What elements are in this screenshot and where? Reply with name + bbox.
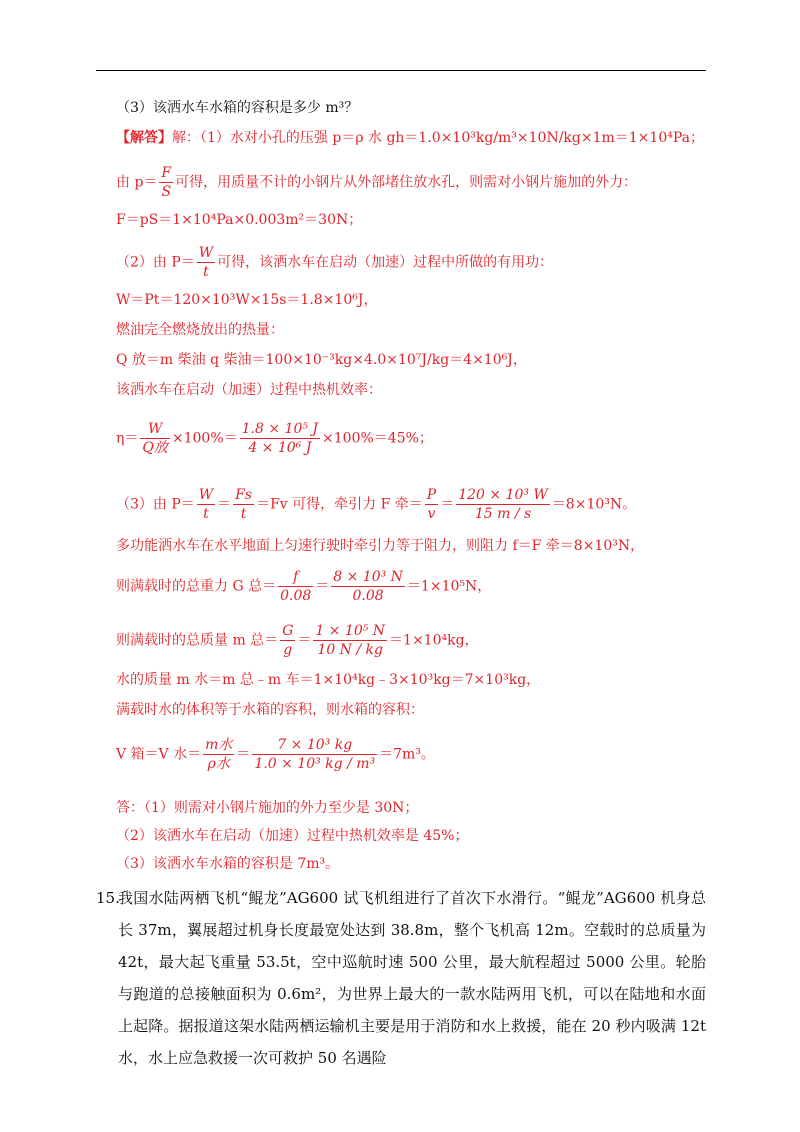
numerator: 7 × 10³ kg [252, 736, 377, 755]
solution-line-4 [116, 244, 553, 281]
numerator: m水 [205, 737, 233, 753]
header-rule [96, 70, 706, 71]
text: η＝ [116, 430, 139, 447]
numerator: P [426, 487, 437, 503]
text: 可得，该洒水车在启动（加速）过程中所做的有用功： [217, 254, 554, 271]
denominator: 0.08 [280, 588, 312, 604]
numerator: W [140, 420, 169, 439]
question-15 [96, 882, 706, 1074]
fraction [331, 568, 405, 605]
solution-line-10: （3）由 P＝ $\frac{W}{t}$ ＝ $\frac{Fs}{t}$ ＝Fv 可得，牵引力 F 牵＝ $\frac{P}{v}$ ＝ $\frac{\text{120 × 10³ W}}{15 m / s}$ ＝8×10³N。 [116, 487, 637, 522]
text: 由 p＝ [116, 174, 158, 191]
numerator: f [278, 568, 313, 587]
question-number: 15. [96, 889, 120, 907]
denominator: g [283, 642, 293, 658]
text: （3）由 P＝ [116, 496, 195, 513]
solution-line-11: 多功能洒水车在水平地面上匀速行驶时牵引力等于阻力，则阻力 f＝F 牵＝8×10³N， [116, 538, 645, 554]
text: V 箱＝V 水＝ [116, 746, 202, 763]
answer-line-3: （3）该洒水车水箱的容积是 7m³。 [116, 856, 340, 872]
text: ＝Fv 可得，牵引力 F 牵＝ [256, 496, 423, 513]
solution-line-14: 水的质量 m 水＝m 总﹣m 车＝1×10⁴kg﹣3×10³kg＝7×10³kg， [116, 672, 541, 688]
answer-line-2: （2）该洒水车在启动（加速）过程中热机效率是 45%； [116, 828, 469, 844]
numerator: 1.8 × 10⁵ J [241, 421, 319, 437]
solution-line-3: F＝pS＝1×10⁴Pa×0.003m²＝30N； [116, 212, 363, 228]
denominator: 4 × 10⁶ J [248, 440, 312, 456]
fraction [240, 420, 320, 457]
fraction [197, 486, 215, 523]
numerator: 8 × 10³ N [333, 569, 403, 585]
solution-line-1 [116, 128, 704, 148]
fraction [280, 622, 295, 659]
text: 则满载时的总质量 m 总＝ [116, 632, 279, 649]
numerator: 1 × 10⁵ N [315, 623, 386, 639]
solution-line-5: W＝Pt＝120×10³W×15s＝1.8×10⁶J， [116, 292, 378, 308]
numerator: Fs [235, 487, 253, 503]
question-3-line: （3）该洒水车水箱的容积是多少 m³？ [116, 100, 359, 116]
solution-line-7: Q 放＝m 柴油 q 柴油＝100×10⁻³kg×4.0×10⁷J/kg＝4×10⁶J， [116, 352, 527, 368]
denominator: 15 m / s [474, 506, 532, 522]
fraction [313, 622, 387, 659]
numerator: W [198, 487, 214, 503]
denominator: t [240, 506, 247, 522]
denominator: 10 N / kg [317, 642, 383, 658]
denominator: v [427, 506, 436, 522]
fraction [233, 486, 254, 523]
denominator: Q放 [142, 440, 168, 456]
text: ＝1×10⁵N， [406, 578, 492, 595]
solution-line-8: 该洒水车在启动（加速）过程中热机效率： [116, 382, 382, 398]
fraction [203, 736, 234, 773]
text: ×100%＝45%； [322, 430, 433, 447]
denominator: 0.08 [352, 588, 384, 604]
fraction-w-over-t: $\frac{W}{t}$ [198, 245, 214, 280]
denominator: t [203, 506, 209, 522]
denominator: 1.0 × 10³ kg / m³ [254, 756, 376, 772]
text: ＝7m³。 [379, 746, 435, 763]
fraction [425, 486, 438, 523]
fraction [252, 736, 377, 773]
denominator: ρ水 [207, 756, 230, 772]
text: ＝8×10³N。 [551, 496, 637, 513]
text: ＝1×10⁴kg， [389, 632, 479, 649]
solution-line-12: 则满载时的总重力 G 总＝ $\frac{f}{0.08}$ ＝ $\frac{\text{8 × 10³ N}}{0.08}$ ＝1×10⁵N， [116, 569, 492, 604]
efficiency-equation [116, 420, 433, 457]
solution-line-13: 则满载时的总质量 m 总＝ $\frac{G}{g}$ ＝ $\frac{\text{1 × 10⁵ N}}{10 N / kg}$ ＝1×10⁴kg， [116, 623, 479, 658]
numerator: G [282, 623, 294, 639]
text: （2）由 P＝ [116, 254, 195, 271]
fraction-f-over-s: $\frac{F}{S}$ [161, 165, 172, 200]
text: 可得，用质量不计的小钢片从外部堵住放水孔，则需对小钢片施加的外力： [175, 174, 638, 191]
question-15-text: 我国水陆两栖飞机“鲲龙”AG600 试飞机组进行了首次下水滑行。“鲲龙”AG600 机身总长 37m，翼展超过机身长度最宽处达到 38.8m，整个飞机高 12m。空载时的总质量为 42t，最大起飞重量 53.5t，空中巡航时速 500 公里，最大航程超过 5000 公里。轮胎与跑道的总接触面积为 0.6m²，为世界上最大的一款水陆两用飞机，可以在陆地和水面上起降。据报道这架水陆两栖运输机主要是用于消防和水上救援，能在 20 秒内吸满 12t 水，水上应急救援一次可救护 50 名遇险 [118, 889, 706, 1067]
answer-tag: 【解答】 [116, 130, 172, 146]
solution-line-16: V 箱＝V 水＝ $\frac{\text{m水}}{\text{ρ水}}$ ＝ $\frac{\text{7 × 10³ kg}}{\text{1.0 × 10³ kg / m³}}$ ＝7m³。 [116, 737, 435, 772]
text: 则满载时的总重力 G 总＝ [116, 578, 277, 595]
solution-line-6: 燃油完全燃烧放出的热量： [116, 322, 284, 338]
fraction [278, 568, 313, 605]
solution-line-2 [116, 164, 637, 201]
fraction [456, 486, 550, 523]
fraction [140, 420, 169, 457]
answer-line-1: 答：（1）则需对小钢片施加的外力至少是 30N； [116, 800, 419, 816]
solution-line-15: 满载时水的体积等于水箱的容积，则水箱的容积： [116, 702, 424, 718]
solution-text: 解：（1）水对小孔的压强 p＝ρ 水 gh＝1.0×10³kg/m³×10N/kg×1m＝1×10⁴Pa； [172, 130, 704, 146]
numerator: 120 × 10³ W [458, 487, 548, 503]
text: ×100%＝ [171, 430, 238, 447]
